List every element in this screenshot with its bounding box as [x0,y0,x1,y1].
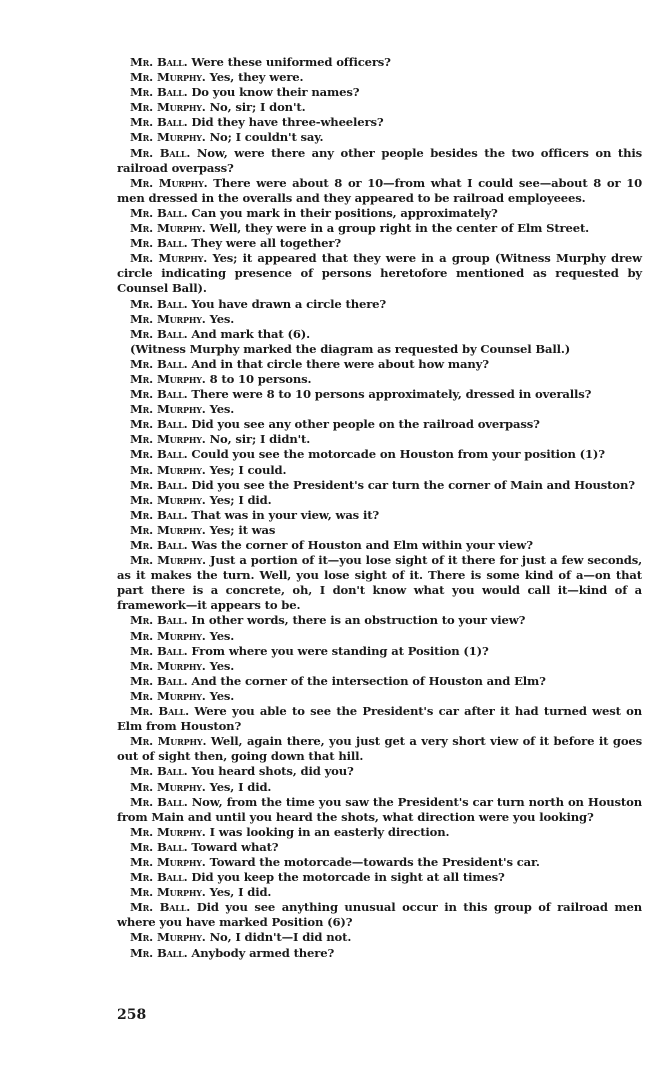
testimony-paragraph [117,130,642,145]
speaker-label: Mr. Murphy. [130,930,206,945]
testimony-paragraph [117,644,642,659]
speaker-label: Mr. Murphy. [130,371,206,386]
testimony-paragraph [117,493,642,508]
speaker-label: Mr. Ball. [130,643,188,658]
speech-text: Toward what? [191,839,279,854]
testimony-paragraph [117,463,642,478]
testimony-paragraph [117,553,642,613]
speech-text: And the corner of the intersection of Houston and Elm? [191,673,546,688]
testimony-paragraph [117,689,642,704]
testimony-paragraph [117,674,642,689]
testimony-paragraph [117,176,642,206]
testimony-paragraph [117,221,642,236]
speaker-label: Mr. Murphy. [130,553,206,568]
speaker-label: Mr. Ball. [130,945,188,960]
testimony-paragraph [117,855,642,870]
testimony-paragraph [117,236,642,251]
speaker-label: Mr. Ball. [130,205,188,220]
speech-text: That was in your view, was it? [191,507,380,522]
testimony-paragraph [117,327,642,342]
testimony-paragraph [117,795,642,825]
speech-text: Can you mark in their positions, approximately? [191,205,498,220]
testimony-paragraph [117,659,642,674]
speech-text: From where you were standing at Position (1)? [191,643,489,658]
testimony-paragraph [117,146,642,176]
speaker-label: Mr. Ball. [130,538,188,552]
speech-text: Just a portion of it—you lose sight of it there for just a few seconds, as it makes the turn. Well, you lose sight of it. There is some kind of a—on that part there is a concrete, oh, I don't know what you would call it—kind of a framework—it appears to be. [117,553,642,613]
speaker-label: Mr. Murphy. [130,854,206,869]
speaker-label: Mr. Ball. [130,326,188,341]
speaker-label: Mr. Ball. [130,145,191,160]
speaker-label: Mr. Murphy. [130,688,206,703]
speech-text: Yes; I could. [209,462,287,477]
speech-text: No, I didn't—I did not. [209,930,352,945]
speaker-label: Mr. Murphy. [130,175,208,190]
testimony-paragraph [117,387,642,402]
testimony-paragraph [117,357,642,372]
speaker-label: Mr. Ball. [130,764,188,779]
speech-text: Yes. [209,658,235,673]
testimony-paragraph [117,840,642,855]
speaker-label: Mr. Murphy. [130,311,206,326]
testimony-paragraph [117,946,642,961]
testimony-paragraph [117,100,642,115]
speaker-label: Mr. Murphy. [130,658,206,673]
speaker-label: Mr. Murphy. [130,628,206,643]
speech-text: No, sir; I didn't. [209,432,311,447]
testimony-paragraph [117,900,642,930]
speaker-label: Mr. Ball. [130,447,188,462]
speech-text: No; I couldn't say. [209,130,324,145]
speech-text: Did you see the President's car turn the corner of Main and Houston? [191,477,635,492]
testimony-paragraph [117,780,642,795]
speaker-label: Mr. Murphy. [130,492,206,507]
speech-text: I was looking in an easterly direction. [209,824,450,839]
speech-text: Yes. [209,688,235,703]
testimony-paragraph [117,55,642,70]
speech-text: Well, again there, you just get a very short view of it before it goes out of sight then, going down that hill. [117,734,643,764]
speech-text: Yes. [209,311,235,326]
speech-text: Yes, they were. [209,70,304,85]
testimony-paragraph [117,825,642,840]
testimony-paragraph [117,885,642,900]
speech-text: Did you keep the motorcade in sight at all times? [191,870,505,885]
testimony-paragraph [117,478,642,493]
speaker-label: Mr. Ball. [130,387,188,402]
speaker-label: Mr. Ball. [130,85,188,100]
testimony-paragraph [117,297,642,312]
testimony-paragraph [117,538,642,553]
testimony-paragraph [117,251,642,296]
testimony-paragraph [117,115,642,130]
speaker-label: Mr. Murphy. [130,885,206,900]
speech-text: You heard shots, did you? [191,764,354,779]
testimony-paragraph [117,206,642,221]
speaker-label: Mr. Murphy. [130,251,208,266]
speech-text: There were about 8 or 10—from what I could see—about 8 or 10 men dressed in the overalls and they appeared to be railroad employeees. [117,175,643,205]
speech-text: Did you see any other people on the railroad overpass? [191,417,540,432]
page-number: 258 [117,1007,147,1023]
testimony-paragraph [117,372,642,387]
speech-text: Was the corner of Houston and Elm within your view? [191,538,533,552]
speaker-label: Mr. Ball. [130,55,188,69]
speech-text: Yes, I did. [209,779,272,794]
speech-text: Yes, I did. [209,885,272,900]
speech-text: Could you see the motorcade on Houston from your position (1)? [191,447,605,462]
speaker-label: Mr. Murphy. [130,70,206,85]
speech-text: You have drawn a circle there? [191,296,387,311]
speech-text: They were all together? [191,236,342,251]
testimony-paragraph [117,432,642,447]
speaker-label: Mr. Ball. [130,613,188,628]
speech-text: In other words, there is an obstruction to your view? [191,613,526,628]
speech-text: (Witness Murphy marked the diagram as requested by Counsel Ball.) [130,341,571,356]
speech-text: Did they have three-wheelers? [191,115,384,130]
testimony-paragraph [117,85,642,100]
testimony-paragraph [117,508,642,523]
speech-text: Were you able to see the President's car after it had turned west on Elm from Houston? [117,704,642,734]
speech-text: Yes. [209,402,235,417]
speech-text: Well, they were in a group right in the center of Elm Street. [209,221,590,236]
speaker-label: Mr. Murphy. [130,221,206,236]
testimony-paragraph [117,613,642,628]
testimony-paragraph [117,870,642,885]
speech-text: Did you see anything unusual occur in this group of railroad men where you have marked Position (6)? [117,900,643,930]
speaker-label: Mr. Murphy. [130,734,207,749]
speaker-label: Mr. Ball. [130,417,188,432]
speaker-label: Mr. Murphy. [130,402,206,417]
speech-text: Yes; it was [209,522,276,537]
testimony-paragraph [117,704,642,734]
speech-text: 8 to 10 persons. [209,371,312,386]
speech-text: Anybody armed there? [191,945,335,960]
testimony-paragraph [117,734,642,764]
speaker-label: Mr. Murphy. [130,432,206,447]
testimony-paragraph [117,629,642,644]
speech-text: Do you know their names? [191,85,360,100]
speaker-label: Mr. Murphy. [130,824,206,839]
speech-text: No, sir; I don't. [209,100,306,115]
speech-text: Toward the motorcade—towards the President's car. [209,854,540,869]
speaker-label: Mr. Ball. [130,704,189,719]
testimony-paragraph [117,523,642,538]
testimony-paragraph [117,70,642,85]
speaker-label: Mr. Ball. [130,477,188,492]
speaker-label: Mr. Ball. [130,236,188,251]
speaker-label: Mr. Murphy. [130,462,206,477]
speaker-label: Mr. Ball. [130,839,188,854]
speaker-label: Mr. Ball. [130,673,188,688]
speech-text: Now, from the time you saw the President's car turn north on Houston from Main and until you heard the shots, what direction were you looking? [117,794,643,824]
speaker-label: Mr. Ball. [130,115,188,130]
speech-text: And in that circle there were about how many? [191,356,489,371]
speech-text: Yes; it appeared that they were in a group (Witness Murphy drew circle indicating presence of persons heretofore mentioned as requested by Counsel Ball). [117,251,642,296]
speaker-label: Mr. Murphy. [130,130,206,145]
speech-text: And mark that (6). [191,326,310,341]
speech-text: There were 8 to 10 persons approximately, dressed in overalls? [191,387,592,402]
speaker-label: Mr. Murphy. [130,779,206,794]
speaker-label: Mr. Ball. [130,507,188,522]
speaker-label: Mr. Ball. [130,794,188,809]
speaker-label: Mr. Murphy. [130,522,206,537]
transcript-body [117,55,642,961]
speaker-label: Mr. Murphy. [130,100,206,115]
speech-text: Yes; I did. [209,492,272,507]
testimony-paragraph [117,447,642,462]
speaker-label: Mr. Ball. [130,356,188,371]
speech-text: Now, were there any other people besides the two officers on this railroad overpass? [117,145,642,175]
testimony-paragraph [117,342,642,357]
speech-text: Were these uniformed officers? [191,55,391,69]
speaker-label: Mr. Ball. [130,296,188,311]
testimony-paragraph [117,417,642,432]
testimony-paragraph [117,930,642,945]
testimony-paragraph [117,402,642,417]
speaker-label: Mr. Ball. [130,870,188,885]
testimony-paragraph [117,764,642,779]
testimony-paragraph [117,312,642,327]
speaker-label: Mr. Ball. [130,900,191,915]
speech-text: Yes. [209,628,235,643]
